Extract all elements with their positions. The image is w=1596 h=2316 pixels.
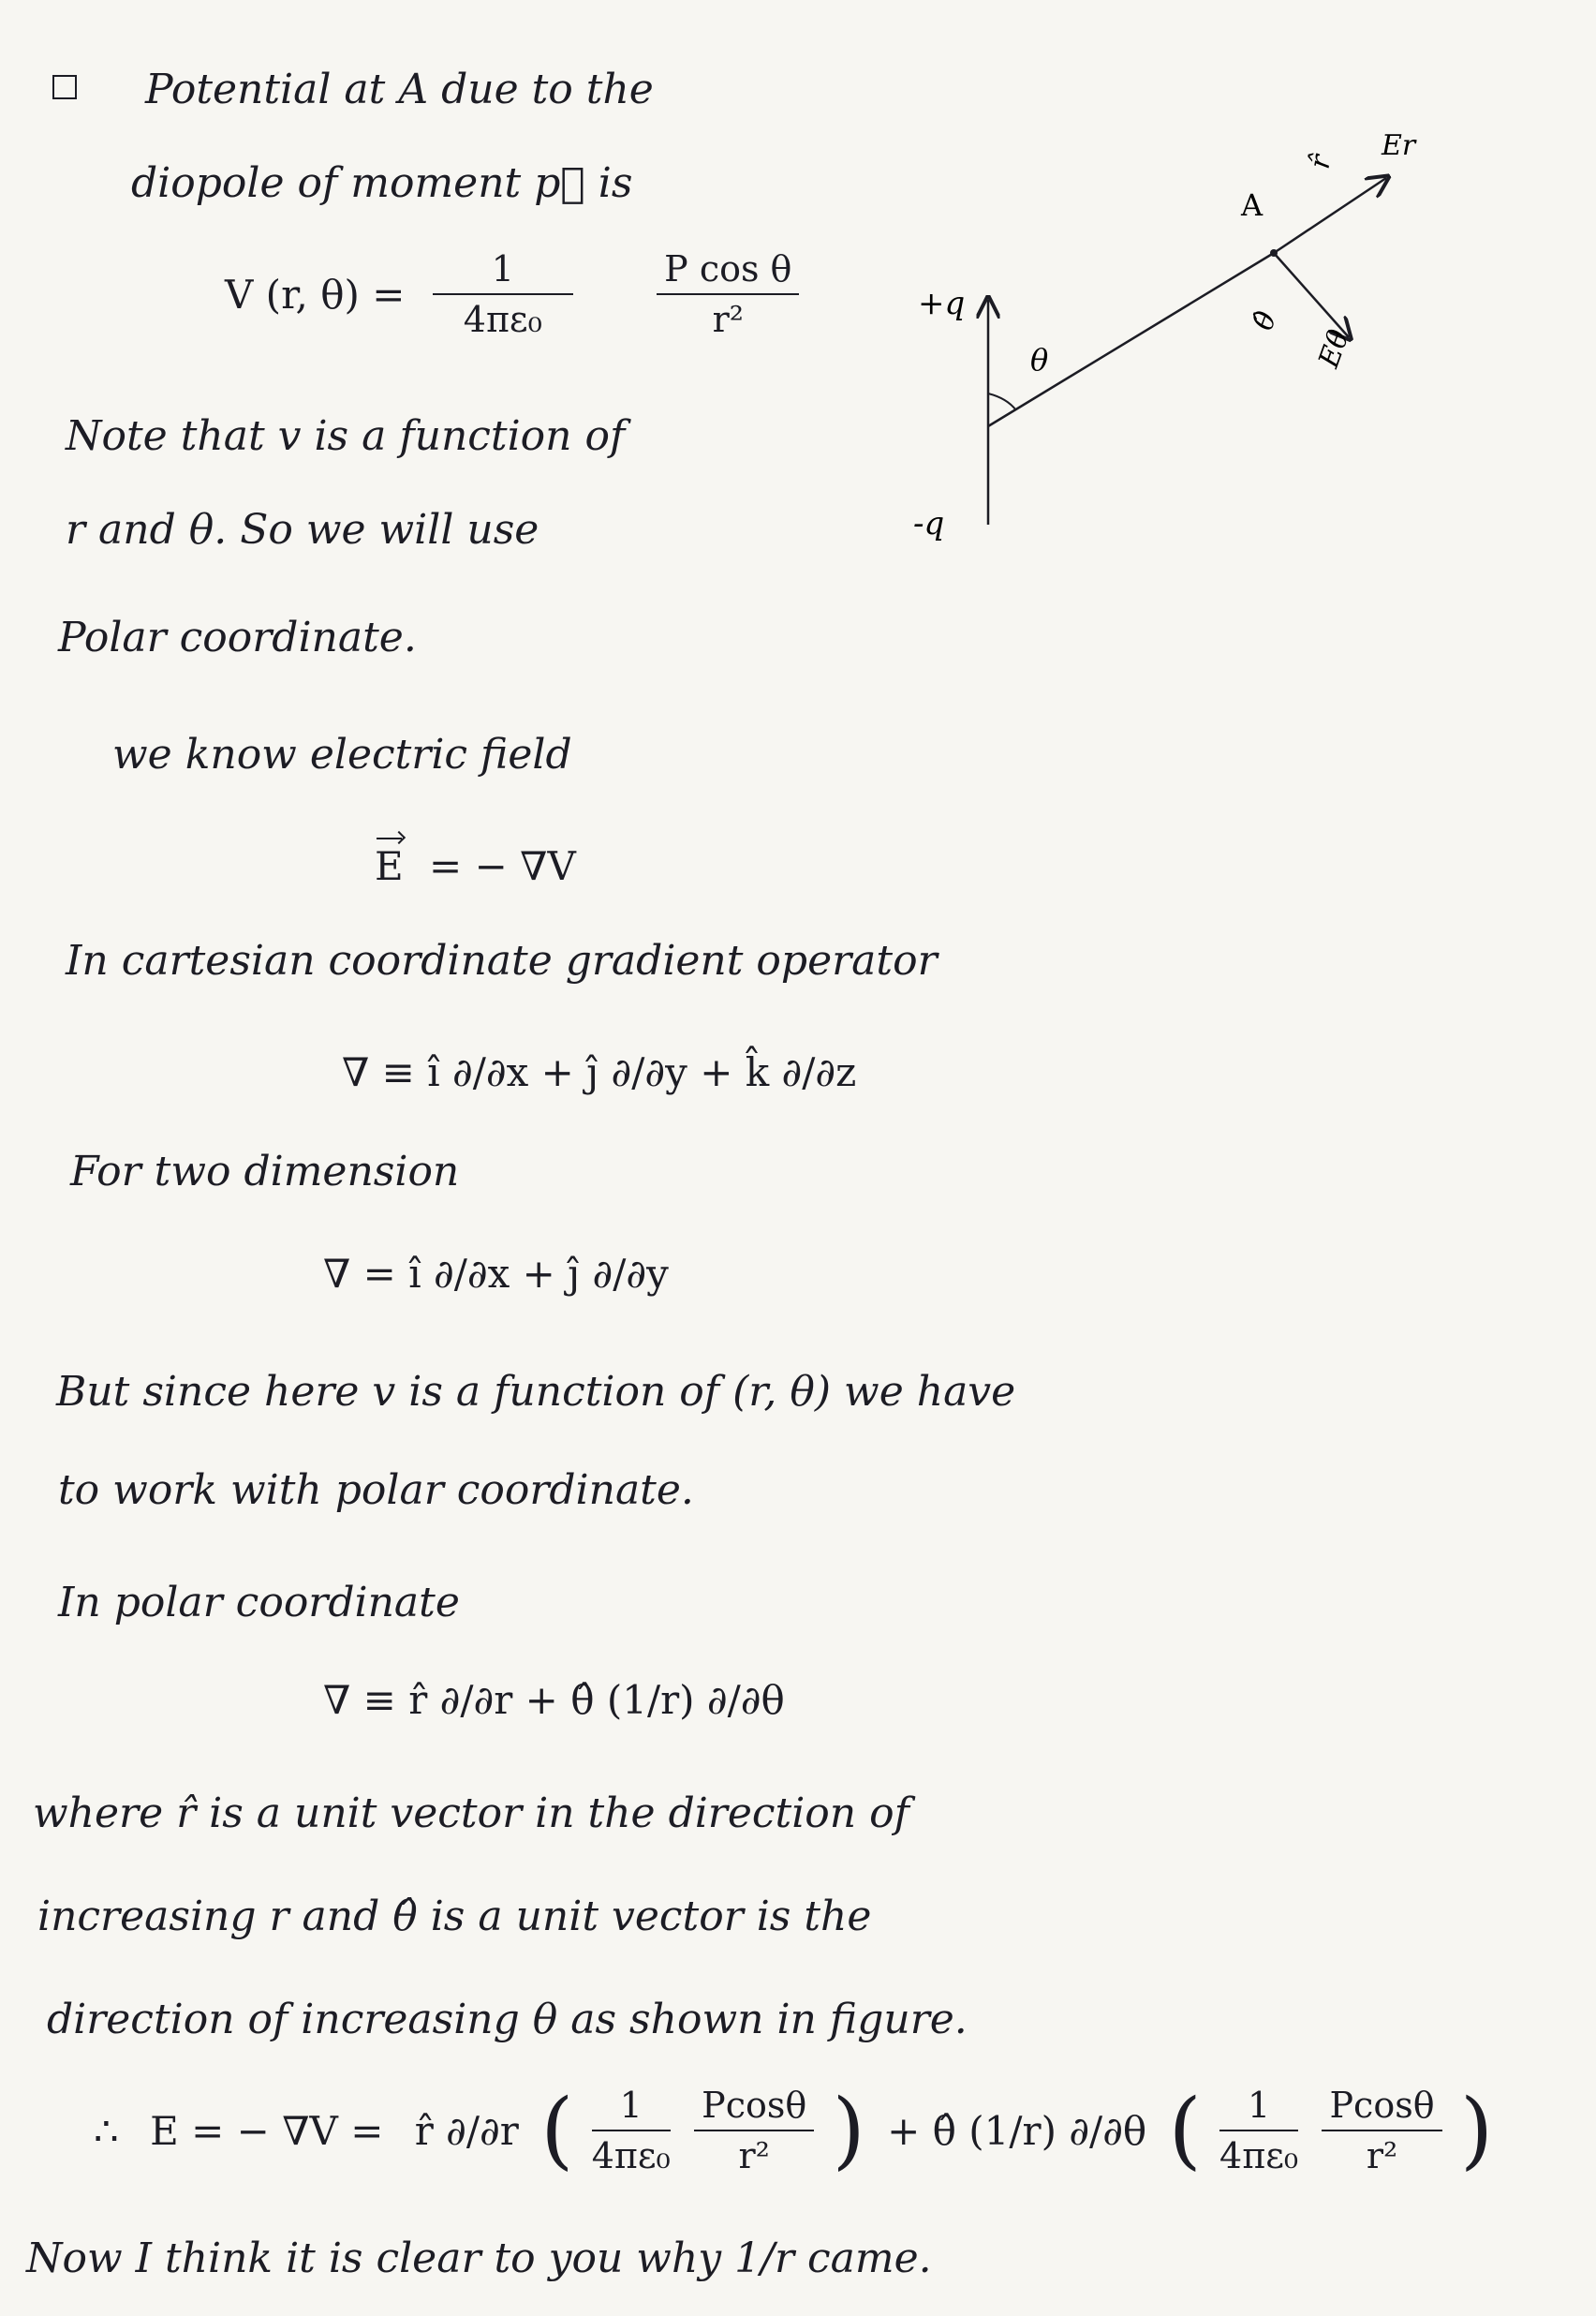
line-increasing-r: increasing r and θ̂ is a unit vector is the bbox=[37, 1893, 872, 1940]
label-theta-hat: θ̂ bbox=[1247, 307, 1284, 335]
line-note-function: Note that v is a function of bbox=[66, 412, 626, 460]
line-in-polar: In polar coordinate bbox=[58, 1579, 460, 1626]
line-potential: Potential at A due to the bbox=[145, 66, 654, 113]
equation-potential bbox=[215, 248, 805, 340]
right-paren-1: ) bbox=[832, 2081, 865, 2179]
therefore-symbol: ∴ bbox=[94, 2107, 119, 2154]
right-paren-2: ) bbox=[1459, 2081, 1494, 2179]
numerator-pcos: P cos θ bbox=[657, 248, 799, 295]
denominator-four-pi-epsilon-2: 4πε₀ bbox=[591, 2135, 671, 2176]
fraction-pcos-3 bbox=[1322, 2085, 1441, 2176]
equation-nabla-polar: ∇ ≡ r̂ ∂/∂r + θ̂ (1/r) ∂/∂θ bbox=[323, 1677, 785, 1723]
potential-lhs: V (r, θ) = bbox=[225, 271, 406, 318]
equation-field-gradient bbox=[375, 843, 576, 889]
label-minus-q: -q bbox=[913, 505, 945, 542]
fraction-constant bbox=[433, 248, 573, 340]
fraction-constant-3 bbox=[1219, 2085, 1298, 2176]
numerator-one-2: 1 bbox=[592, 2085, 671, 2131]
label-point-a: A bbox=[1241, 187, 1264, 223]
line-dipole-moment: diopole of moment p⃗ is bbox=[131, 159, 633, 207]
theta-angle-arc bbox=[988, 393, 1016, 410]
line-two-dimension: For two dimension bbox=[70, 1148, 460, 1195]
denominator-r-squared-2: r² bbox=[738, 2135, 770, 2176]
fraction-constant-2 bbox=[592, 2085, 671, 2176]
E-vector: E bbox=[375, 843, 404, 889]
radius-line bbox=[988, 253, 1274, 426]
label-plus-q: +q bbox=[918, 285, 966, 322]
line-direction-theta: direction of increasing θ as shown in figure. bbox=[47, 1996, 968, 2043]
label-e-r: Er bbox=[1382, 129, 1416, 162]
E-minus-grad-v: E = − ∇V = bbox=[150, 2107, 384, 2154]
point-a-dot bbox=[1270, 249, 1278, 257]
numerator-pcos-3: Pcosθ bbox=[1322, 2085, 1441, 2131]
label-theta: θ bbox=[1030, 342, 1049, 378]
denominator-r-squared: r² bbox=[712, 299, 744, 340]
equation-field-polar bbox=[84, 2081, 1494, 2179]
label-r-hat: r̂ bbox=[1303, 152, 1338, 171]
line-r-theta: r and θ. So we will use bbox=[66, 506, 539, 554]
denominator-four-pi-epsilon-3: 4πε₀ bbox=[1219, 2135, 1299, 2176]
r-hat-partial-r: r̂ ∂/∂r bbox=[414, 2107, 519, 2154]
minus-grad-v: = − ∇V bbox=[429, 843, 576, 889]
theta-hat-term: + θ̂ (1/r) ∂/∂θ bbox=[887, 2107, 1147, 2154]
denominator-four-pi-epsilon: 4πε₀ bbox=[463, 299, 542, 340]
e-r-arrow bbox=[1274, 178, 1386, 253]
line-where-r-hat: where r̂ is a unit vector in the direction of bbox=[33, 1789, 909, 1837]
equation-nabla-2d: ∇ = î ∂/∂x + ĵ ∂/∂y bbox=[323, 1251, 669, 1297]
label-e-theta: Eθ bbox=[1312, 325, 1356, 373]
e-theta-arrow bbox=[1274, 253, 1349, 337]
line-work-polar: to work with polar coordinate. bbox=[58, 1466, 694, 1514]
line-polar-coordinate: Polar coordinate. bbox=[58, 614, 417, 661]
numerator-pcos-2: Pcosθ bbox=[694, 2085, 814, 2131]
equation-nabla-cartesian: ∇ ≡ î ∂/∂x + ĵ ∂/∂y + k̂ ∂/∂z bbox=[342, 1049, 857, 1095]
numerator-one-3: 1 bbox=[1219, 2085, 1298, 2131]
dipole-figure bbox=[880, 112, 1442, 543]
line-conclusion: Now I think it is clear to you why 1/r came. bbox=[26, 2234, 932, 2282]
line-cartesian-gradient: In cartesian coordinate gradient operator bbox=[66, 937, 938, 985]
fraction-pcos-over-r2 bbox=[657, 248, 799, 340]
fraction-pcos-2 bbox=[694, 2085, 814, 2176]
checkbox-bullet-icon bbox=[52, 75, 77, 99]
line-electric-field: we know electric field bbox=[112, 731, 572, 779]
left-paren-1: ( bbox=[540, 2081, 574, 2179]
numerator-one: 1 bbox=[433, 248, 573, 295]
denominator-r-squared-3: r² bbox=[1366, 2135, 1398, 2176]
left-paren-2: ( bbox=[1168, 2081, 1202, 2179]
line-but-since: But since here v is a function of (r, θ) we have bbox=[56, 1368, 1016, 1416]
